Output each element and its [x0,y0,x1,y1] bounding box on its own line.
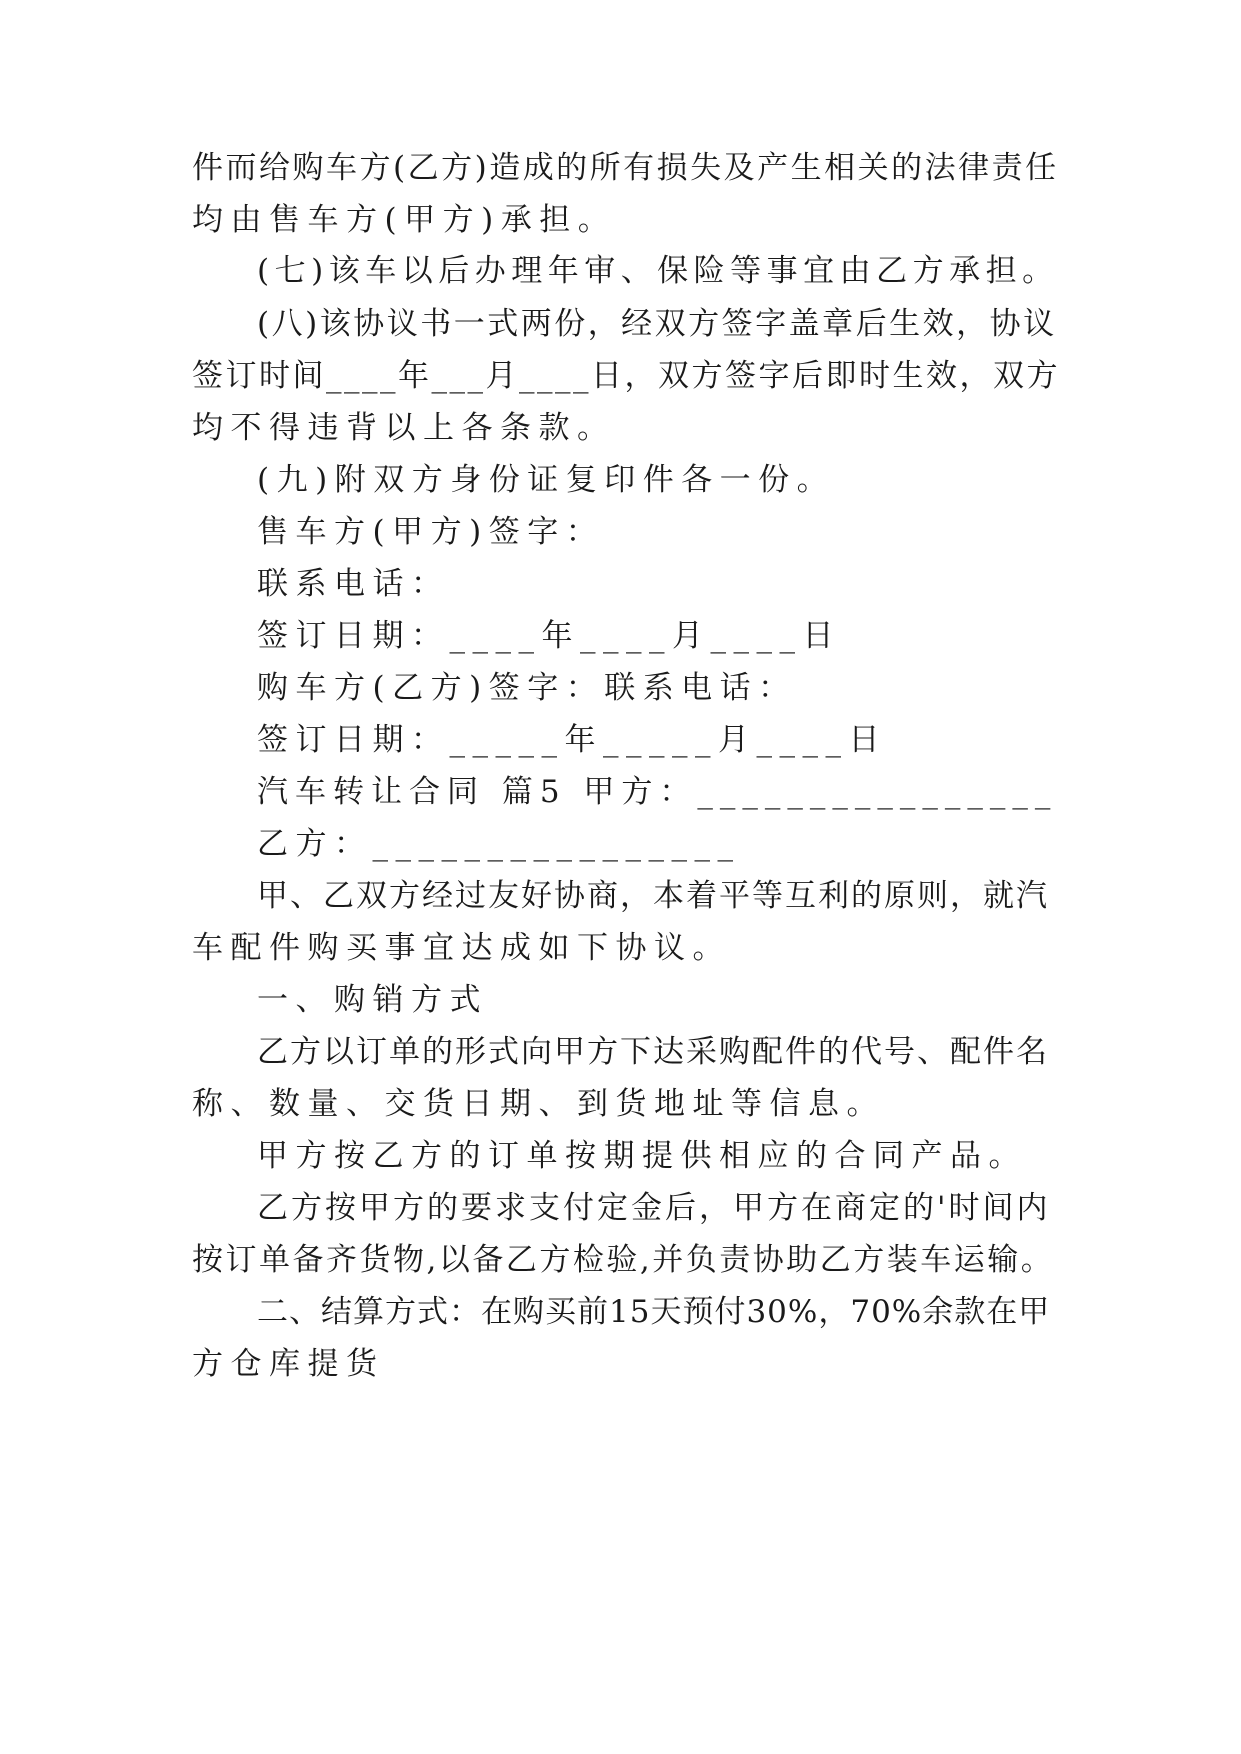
body-line: 均不得违背以上各条款。 [192,410,616,446]
body-line: 方仓库提货 [192,1346,385,1382]
body-line: 乙方按甲方的要求支付定金后，甲方在商定的'时间内 [257,1190,1051,1226]
body-line: 甲方按乙方的订单按期提供相应的合同产品。 [257,1138,1027,1174]
clause-9: (九)附双方身份证复印件各一份。 [257,462,836,498]
body-line: 称、数量、交货日期、到货地址等信息。 [192,1086,885,1122]
buyer-sign-date: 签订日期：_____年_____月____日 [257,722,887,758]
clause-8: (八)该协议书一式两份，经双方签字盖章后生效，协议 [257,306,1057,342]
clause-7: (七)该车以后办理年审、保险等事宜由乙方承担。 [257,253,1059,289]
body-line: 车配件购买事宜达成如下协议。 [192,930,731,966]
body-line: 甲、乙双方经过友好协商，本着平等互利的原则，就汽 [257,878,1049,914]
section-heading-purchase-method: 一、购销方式 [257,982,488,1018]
contract-5-heading: 汽车转让合同 篇5 甲方：________________ [257,774,1058,810]
seller-sign-date: 签订日期：____年____月____日 [257,618,841,654]
party-b-line: 乙方：________________ [257,826,741,862]
buyer-signature-label: 购车方(乙方)签字：联系电话： [257,670,797,706]
body-line: 乙方以订单的形式向甲方下达采购配件的代号、配件名 [257,1034,1049,1070]
seller-phone-label: 联系电话： [257,566,450,602]
body-line: 均由售车方(甲方)承担。 [192,202,617,238]
seller-signature-label: 售车方(甲方)签字： [257,514,605,550]
body-line: 件而给购车方(乙方)造成的所有损失及产生相关的法律责任 [192,150,1059,186]
body-line: 签订时间____年___月____日，双方签字后即时生效，双方 [192,358,1060,394]
section-heading-settlement: 二、结算方式：在购买前15天预付30%，70%余款在甲 [257,1294,1051,1330]
body-line: 按订单备齐货物,以备乙方检验,并负责协助乙方装车运输。 [192,1242,1055,1278]
